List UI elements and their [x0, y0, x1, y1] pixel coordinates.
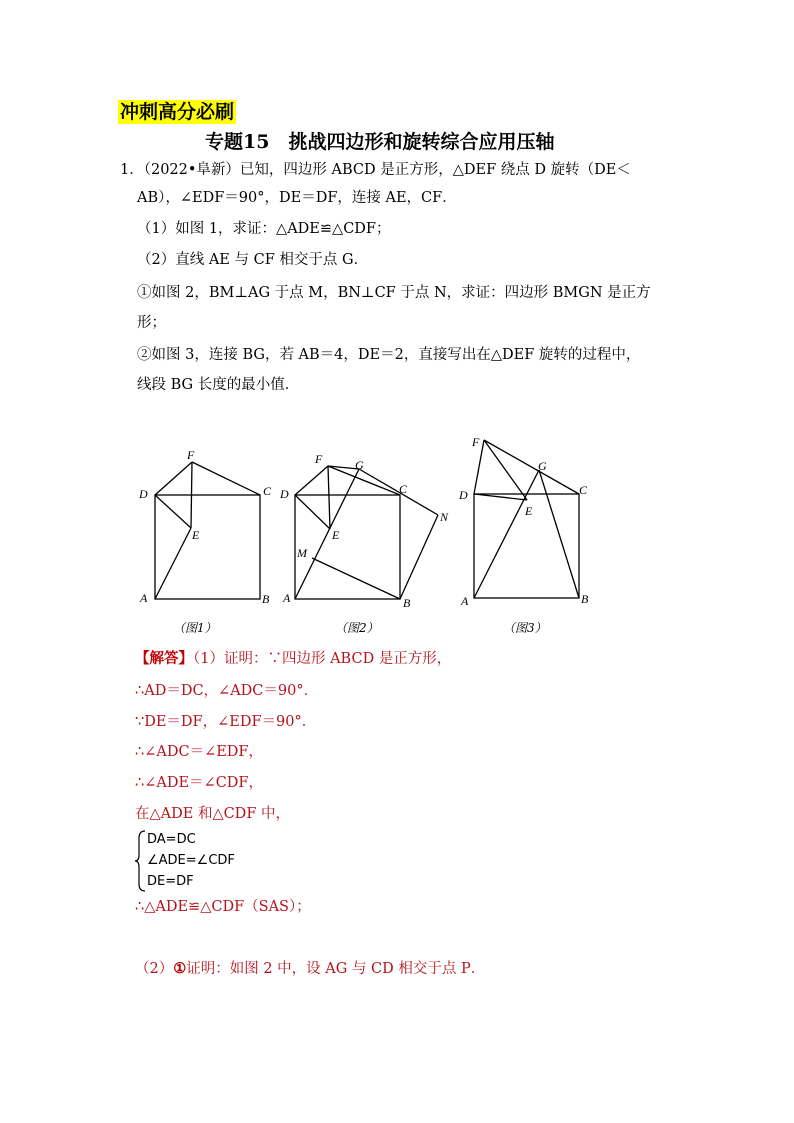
figure-3-caption: （图3） — [503, 621, 547, 635]
answer-line-2: ∴AD＝DC，∠ADC＝90°． — [135, 683, 319, 699]
fig2-label-e: E — [332, 528, 340, 542]
fig3-label-d: D — [459, 488, 468, 502]
answer-line-7: ∴△ADE≌△CDF（SAS）； — [135, 899, 311, 915]
equation-row-1: DA=DC — [147, 832, 196, 847]
fig2-label-n: N — [440, 510, 449, 524]
fig3-label-a: A — [461, 594, 469, 608]
answer-part-2-circle: ① — [173, 960, 187, 977]
fig1-label-b: B — [262, 592, 270, 606]
answer-tag: 【解答】 — [135, 650, 193, 667]
fig3-label-g: G — [538, 459, 547, 473]
answer-part-2-prefix: （2） — [135, 961, 174, 977]
problem-sub1-line-1: ①如图 2，BM⊥AG 于点 M，BN⊥CF 于点 N，求证：四边形 BMGN 是正方 — [137, 285, 651, 301]
problem-sub1-line-2: 形； — [137, 315, 166, 331]
fig1-label-d: D — [139, 487, 148, 501]
fig1-label-a: A — [140, 591, 148, 605]
fig1-label-e: E — [192, 528, 200, 542]
problem-line-1: 1．（2022•阜新）已知，四边形 ABCD 是正方形，△DEF 绕点 D 旋转（DE＜ — [120, 162, 631, 178]
fig2-label-b: B — [403, 596, 411, 610]
fig2-label-a: A — [283, 591, 291, 605]
answer-line-1 — [135, 649, 451, 669]
equation-brace — [133, 830, 147, 892]
fig1-label-c: C — [263, 484, 272, 498]
answer-line-4: ∴∠ADC＝∠EDF， — [135, 744, 263, 760]
answer-line-5: ∴∠ADE＝∠CDF， — [135, 775, 263, 791]
fig2-label-c: C — [399, 482, 408, 496]
fig3-label-b: B — [581, 592, 589, 606]
figure-1 — [135, 440, 285, 640]
answer-part-2-line — [135, 959, 485, 979]
problem-sub2-line-1: ②如图 3，连接 BG，若 AB＝4，DE＝2，直接写出在△DEF 旋转的过程中， — [137, 347, 641, 363]
fig2-label-f: F — [315, 452, 323, 466]
fig1-label-f: F — [187, 448, 195, 462]
answer-line-6: 在△ADE 和△CDF 中， — [135, 806, 290, 822]
figure-2 — [275, 440, 460, 640]
problem-sub2-line-2: 线段 BG 长度的最小值． — [137, 377, 300, 393]
figure-3 — [455, 430, 605, 640]
header-badge: 冲刺高分必刷 — [120, 101, 235, 123]
page-title: 专题15 挑战四边形和旋转综合应用压轴 — [205, 131, 555, 153]
problem-part-2: （2）直线 AE 与 CF 相交于点 G． — [137, 252, 369, 268]
answer-line-1-text: （1）证明：∵四边形 ABCD 是正方形， — [193, 651, 452, 667]
equation-row-3: DE=DF — [147, 874, 194, 889]
fig2-label-m: M — [297, 546, 307, 560]
figure-1-caption: （图1） — [173, 621, 217, 635]
equation-row-2: ∠ADE=∠CDF — [147, 853, 235, 868]
figure-2-caption: （图2） — [335, 621, 379, 635]
answer-part-2-text: 证明：如图 2 中，设 AG 与 CD 相交于点 P． — [186, 961, 486, 977]
fig2-label-d: D — [280, 487, 289, 501]
fig3-label-c: C — [579, 483, 588, 497]
problem-line-2: AB），∠EDF＝90°，DE＝DF，连接 AE，CF． — [137, 190, 457, 206]
problem-part-1: （1）如图 1，求证：△ADE≌△CDF； — [137, 221, 391, 237]
fig2-label-g: G — [355, 458, 364, 472]
fig3-label-f: F — [472, 435, 480, 449]
fig3-label-e: E — [525, 504, 533, 518]
answer-line-3: ∵DE＝DF，∠EDF＝90°． — [135, 714, 317, 730]
